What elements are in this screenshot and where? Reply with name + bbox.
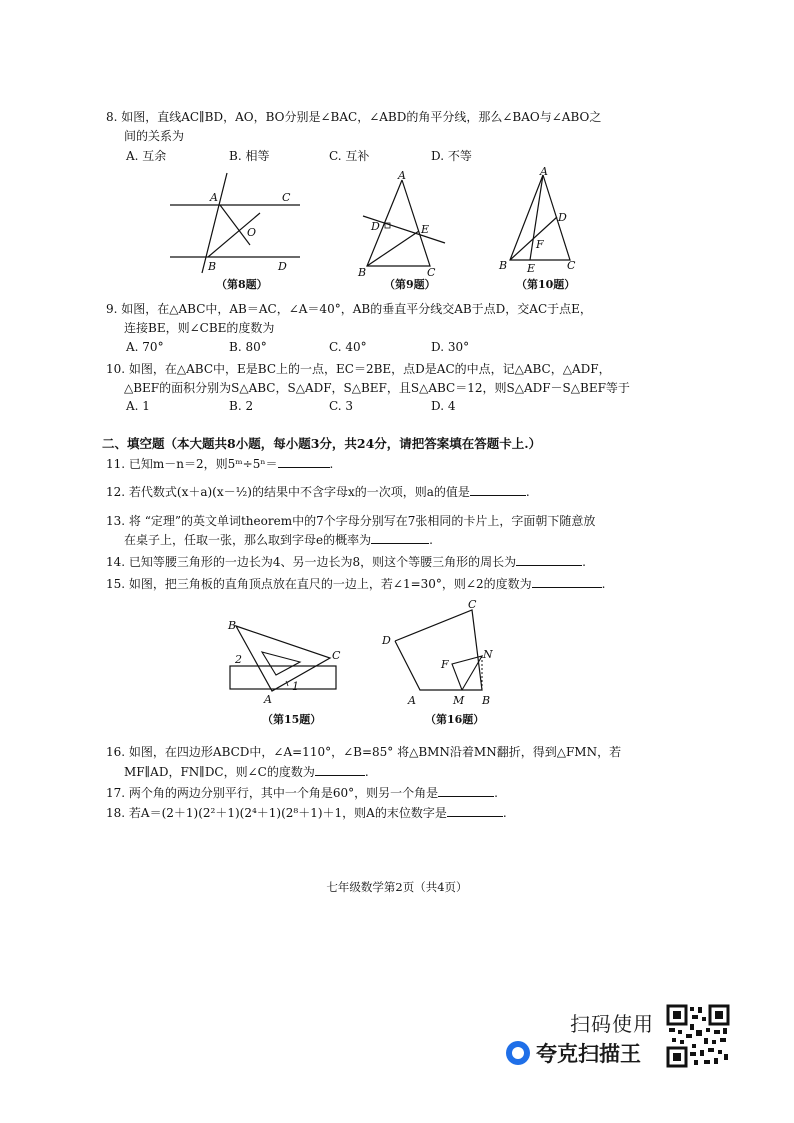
fig10-label-d: D: [558, 211, 567, 224]
q13-line2: [124, 531, 433, 549]
q18-answer-blank: [447, 804, 503, 817]
fig10-label-a: A: [540, 165, 548, 178]
q10-line1: 10. 如图，在△ABC中，E是BC上的一点，EC＝2BE，点D是AC的中点，记△ABC，△ADF，: [106, 362, 611, 376]
q9-option-b: B. 80°: [229, 340, 267, 354]
q16-answer-blank: [315, 763, 365, 776]
fig9-label-c: C: [427, 266, 436, 279]
q16-line1: 16. 如图，在四边形ABCD中，∠A=110°，∠B=85° 将△BMN沿着MN翻折，得到△FMN，若: [106, 745, 622, 759]
q8-option-d: D. 不等: [431, 149, 472, 163]
fig16-label-b: B: [482, 694, 491, 707]
scanner-logo-icon: [506, 1041, 530, 1065]
fig9-label-a: A: [398, 169, 406, 182]
q11-end: .: [329, 457, 334, 471]
q17-answer-blank: [438, 784, 494, 797]
fig9-label-e: E: [421, 223, 430, 236]
q9-option-a: A. 70°: [126, 340, 164, 354]
q12-text: 12. 若代数式(x＋a)(x－½)的结果中不含字母x的一次项，则a的值是: [106, 485, 470, 499]
q14-answer-blank: [516, 553, 582, 566]
q8-options: [126, 147, 526, 163]
q9-option-c: C. 40°: [329, 340, 367, 354]
q8-option-b: B. 相等: [229, 149, 270, 163]
q13-text: 在桌子上，任取一张，那么取到字母e的概率为: [124, 533, 372, 547]
q9-line2: 连接BE，则∠CBE的度数为: [124, 321, 275, 335]
fig9-label-d: D: [371, 220, 380, 233]
q15-text: 15. 如图，把三角板的直角顶点放在直尺的一边上，若∠1=30°，则∠2的度数为: [106, 577, 532, 591]
page-footer: 七年级数学第2页（共4页）: [326, 880, 468, 894]
q15-answer-blank: [532, 575, 602, 588]
q11-answer-blank: [278, 455, 330, 468]
fig15-caption: （第15题）: [262, 713, 322, 726]
fig16-label-f: F: [441, 658, 449, 671]
q16-text: MF∥AD，FN∥DC，则∠C的度数为: [124, 765, 315, 779]
q10-option-a: A. 1: [126, 399, 150, 413]
q8-line2: 间的关系为: [124, 129, 185, 143]
fig15-label-b: B: [228, 619, 237, 632]
fig9-label-b: B: [358, 266, 367, 279]
q17: [106, 784, 498, 802]
fig15-label-c: C: [332, 649, 341, 662]
fig16-caption: （第16题）: [425, 713, 485, 726]
fig8-label-c: C: [282, 191, 291, 204]
q9-option-d: D. 30°: [431, 340, 470, 354]
section-2-heading: 二、填空题（本大题共8小题，每小题3分，共24分，请把答案填在答题卡上.）: [102, 436, 542, 451]
q18: [106, 804, 507, 822]
q16-line2: [124, 763, 369, 781]
fig10-label-e: E: [527, 262, 536, 275]
fig10-label-f: F: [536, 238, 544, 251]
fig8-label-a: A: [210, 191, 218, 204]
fig10-label-b: B: [499, 259, 508, 272]
q13-line1: 13. 将 “定理”的英文单词theorem中的7个字母分别写在7张相同的卡片上，字面朝下随意放: [106, 514, 596, 528]
q14-end: .: [582, 555, 586, 569]
qr-code-icon[interactable]: [666, 1004, 730, 1068]
q10-line2: △BEF的面积分别为S△ABC，S△ADF，S△BEF，且S△ABC＝12，则S△ADF－S△BEF等于: [124, 381, 630, 395]
fig16-label-c: C: [468, 598, 477, 611]
q8-option-a: A. 互余: [126, 149, 167, 163]
q14-text: 14. 已知等腰三角形的一边长为4、另一边长为8，则这个等腰三角形的周长为: [106, 555, 517, 569]
q15: [106, 575, 605, 593]
q13-end: .: [429, 533, 433, 547]
q15-end: .: [601, 577, 606, 591]
fig10-label-c: C: [567, 259, 576, 272]
q17-text: 17. 两个角的两边分别平行，其中一个角是60°，则另一个角是: [106, 786, 439, 800]
q12-answer-blank: [470, 483, 526, 496]
q10-option-b: B. 2: [229, 399, 254, 413]
q9-line1: 9. 如图，在△ABC中，AB＝AC，∠A＝40°，AB的垂直平分线交AB于点D，交AC于点E，: [106, 302, 592, 316]
figure-15: [222, 615, 352, 710]
q9-options: [126, 340, 526, 356]
figure-9: [355, 168, 455, 280]
fig16-label-m: M: [453, 694, 465, 707]
fig15-label-2: 2: [235, 653, 242, 666]
fig16-label-n: N: [483, 648, 493, 661]
q10-option-c: C. 3: [329, 399, 354, 413]
q10-option-d: D. 4: [431, 399, 456, 413]
q12: [106, 483, 530, 501]
q17-end: .: [494, 786, 498, 800]
fig15-label-a: A: [264, 693, 272, 706]
scanner-tagline: 扫码使用: [570, 1012, 654, 1036]
q10-options: [126, 399, 526, 415]
figure-10: [495, 165, 590, 277]
fig8-label-b: B: [208, 260, 217, 273]
q13-answer-blank: [371, 531, 429, 544]
fig15-label-1: 1: [292, 680, 299, 693]
fig9-caption: （第9题）: [384, 278, 436, 291]
q14: [106, 553, 586, 571]
q8-option-c: C. 互补: [329, 149, 370, 163]
fig8-label-d: D: [278, 260, 287, 273]
figure-8: [160, 165, 310, 280]
figure-16: [376, 598, 506, 710]
q8-line1: 8. 如图，直线AC∥BD，AO，BO分别是∠BAC，∠ABD的角平分线，那么∠BAO与∠ABO之: [106, 110, 602, 124]
q18-end: .: [502, 806, 507, 820]
scanner-brand: 夸克扫描王: [536, 1042, 641, 1066]
fig10-caption: （第10题）: [516, 278, 576, 291]
fig16-label-a: A: [408, 694, 416, 707]
fig16-label-d: D: [382, 634, 391, 647]
fig8-label-o: O: [247, 226, 257, 239]
q11: [106, 455, 333, 473]
q12-end: .: [525, 485, 530, 499]
q11-text: 11. 已知m－n＝2，则5ᵐ÷5ⁿ＝: [106, 457, 278, 471]
q18-text: 18. 若A＝(2＋1)(2²＋1)(2⁴＋1)(2⁸＋1)＋1，则A的末位数字是: [106, 806, 447, 820]
q16-end: .: [364, 765, 369, 779]
fig8-caption: （第8题）: [216, 278, 268, 291]
